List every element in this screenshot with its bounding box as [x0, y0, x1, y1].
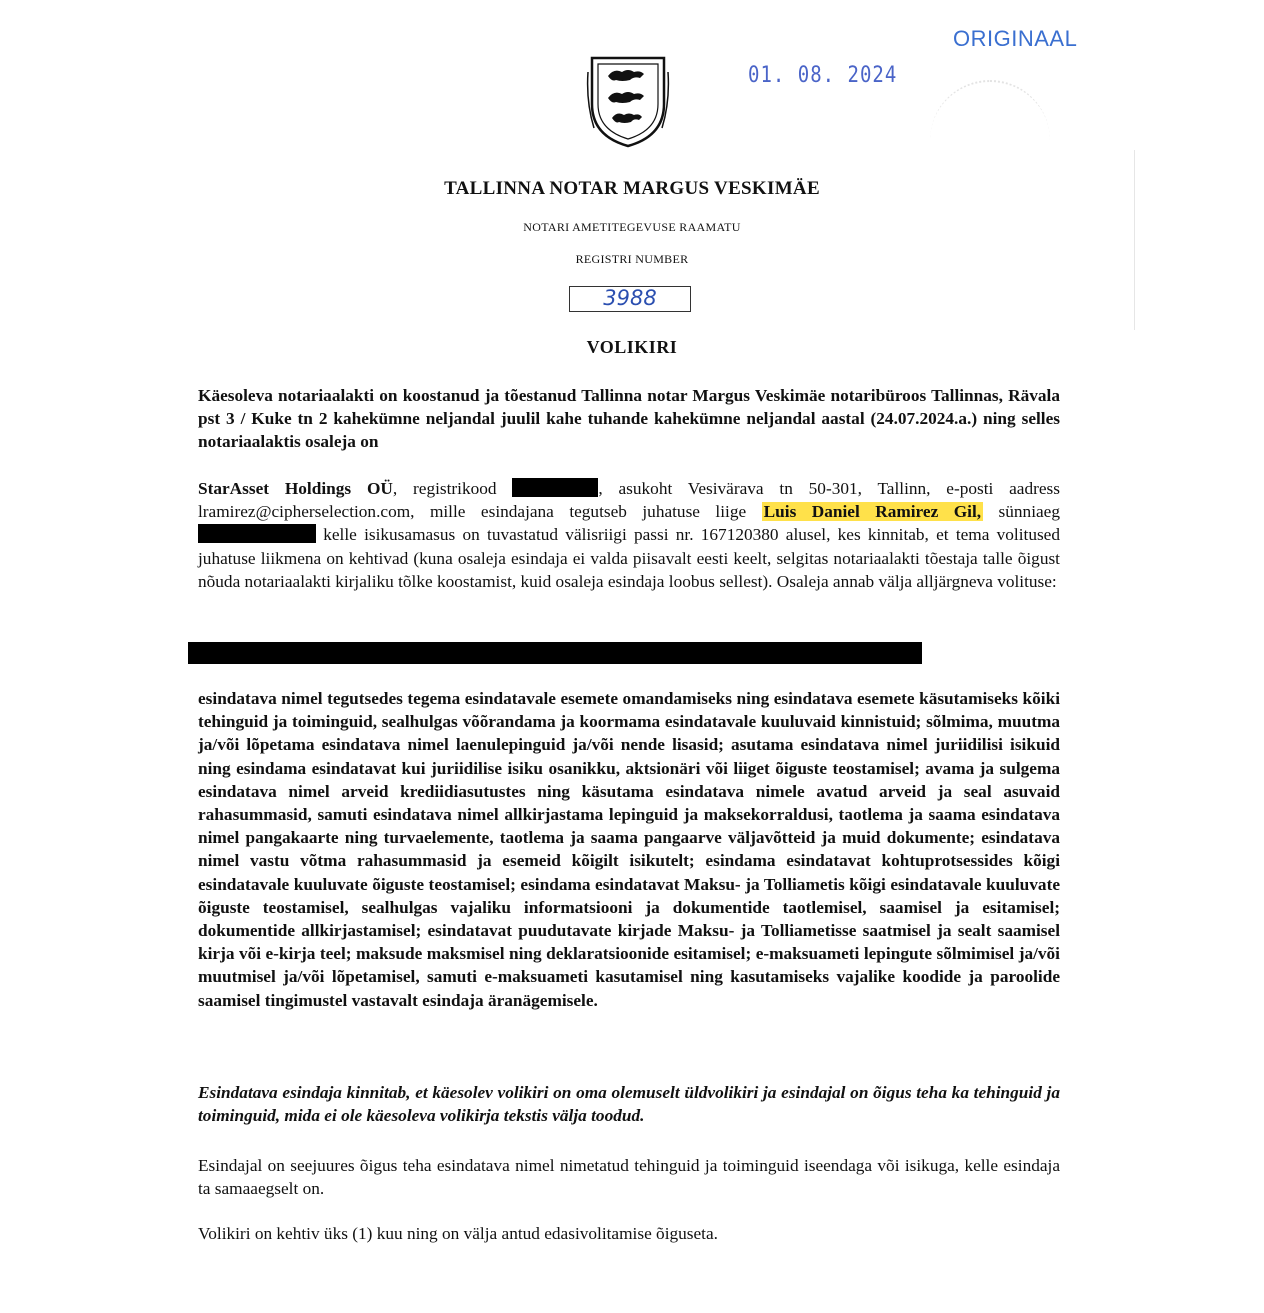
company-name: StarAsset Holdings OÜ: [198, 479, 393, 498]
register-number: 3988: [603, 286, 657, 310]
representative-name: Luis Daniel Ramirez Gil,: [763, 502, 982, 522]
coat-of-arms-icon: [586, 52, 670, 150]
redacted-birthdate: [198, 524, 316, 543]
faint-seal-impression: [930, 80, 1050, 142]
redacted-line: [188, 642, 922, 664]
party-text-a: , asukoht Vesivärava tn 50-301, Tallinn, e-posti aadress lramirez@cipherselection.com, mille esindajana tegutseb juhatuse liige: [198, 479, 1060, 522]
scan-edge-line: [1134, 150, 1135, 330]
intro-paragraph: Käesoleva notariaalakti on koostanud ja tõestanud Tallinna notar Margus Veskimäe notaribüroos Tallinnas, Rävala pst 3 / Kuke tn 2 kahekümne neljandal juulil kahe tuhande kahekümne neljandal aastal (24.07.2024.a.) ning selles notariaalaktis osaleja on: [198, 386, 1060, 452]
document-title: VOLIKIRI: [586, 337, 678, 357]
self-dealing-paragraph: Esindajal on seejuures õigus teha esindatava nimel nimetatud tehinguid ja toiminguid iseendaga või isikuga, kelle esindaja ta samaaegselt on.: [198, 1156, 1060, 1199]
party-paragraph: [198, 477, 1060, 593]
register-label: REGISTRI NUMBER: [575, 252, 689, 266]
date-stamp: 01. 08. 2024: [748, 62, 898, 88]
redacted-regcode: [512, 478, 598, 497]
original-stamp: ORIGINAAL: [953, 26, 1078, 51]
general-power-paragraph: Esindatava esindaja kinnitab, et käesolev volikiri on oma olemuselt üldvolikiri ja esindajal on õigus teha ka tehinguid ja toiminguid, mida ei ole käesoleva volikirja tekstis välja toodud.: [198, 1083, 1060, 1126]
book-label: NOTARI AMETITEGEVUSE RAAMATU: [523, 220, 741, 234]
validity-paragraph: Volikiri on kehtiv üks (1) kuu ning on välja antud edasivolitamise õiguseta.: [198, 1224, 718, 1243]
powers-paragraph: esindatava nimel tegutsedes tegema esindatavale esemete omandamiseks ning esindatava esemete käsutamiseks kõiki tehinguid ja toiminguid, sealhulgas võõrandama ja koormama esindatavale kuuluvaid kinnistuid; sõlmima, muutma ja/või lõpetama esindatava nimel laenulepinguid ja/või nende lisasid; asutama esindatava nimel juriidilisi isikuid ning esindama esindatavat kui juriidilise isiku osanikku, aktsionäri või liiget õiguste teostamisel; avama ja sulgema esindatava nimel arveid krediidiasutustes ning käsutama esindatava nimele avatud arveid ja seal asuvaid rahasummasid, samuti esindatava nimel allkirjastama lepinguid ja maksekorraldusi, taotlema ja saama esindatava nimel pangakaarte ning turvaelemente, taotlema ja saama pangaarve väljavõtteid ja muid dokumente; esindatava nimel vastu võtma rahasummasid ja esemeid kõigilt isikutelt; esindama esindatavat kohtuprotsessides kõigi esindatavale kuuluvate õiguste teostamisel; esindama esindatavat Maksu- ja Tolliametis kõigi esindatavale kuuluvate õiguste teostamisel, sealhulgas vajaliku informatsiooni ja dokumentide taotlemisel, saamisel ja esitamisel; dokumentide allkirjastamisel; esindatavat puudutavate kirjade Maksu- ja Tolliametisse saatmisel ja sealt saamisel kirja või e-kirja teel; maksude maksmisel ning deklaratsioonide esitamisel; e-maksuameti lepingute sõlmimisel ja/või muutmisel ja/või lõpetamisel, samuti e-maksuameti kasutamisel ning kasutamiseks vajalike koodide ja paroolide saamisel tingimustel vastavalt esindaja äranägemisele.: [198, 689, 1060, 1010]
birth-label: sünniaeg: [998, 502, 1060, 522]
regcode-label: , registrikood: [392, 479, 497, 498]
party-text-b: kelle isikusamasus on tuvastatud välisriigi passi nr. 167120380 alusel, kes kinnitab, et tema volitused juhatuse liikmena on kehtivad (kuna osaleja esindaja ei valda piisavalt eesti keelt, selgitas notariaalakti tõestaja talle õigust nõuda notariaalakti kirjaliku tõlke koostamist, kuid osaleja esindaja loobus sellest). Osaleja annab välja alljärgneva volituse:: [198, 525, 1060, 591]
register-number-box: [569, 286, 691, 312]
notary-title: TALLINNA NOTAR MARGUS VESKIMÄE: [444, 178, 820, 199]
